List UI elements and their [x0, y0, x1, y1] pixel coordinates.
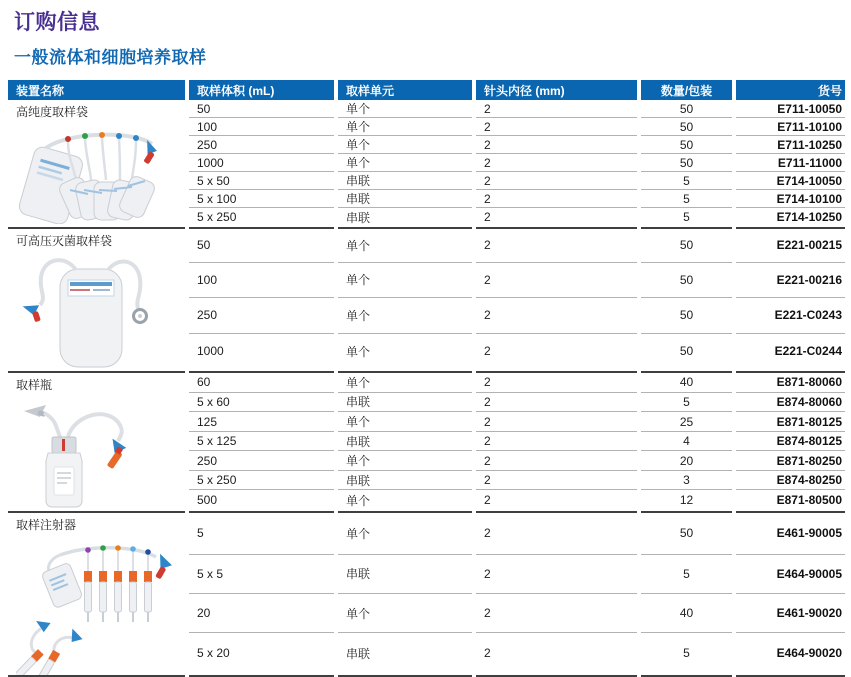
col-header-catalog-no: 货号 [736, 80, 845, 100]
cell-vol: 60 [189, 371, 334, 393]
cell-qty: 50 [641, 227, 732, 263]
device-name: 可高压灭菌取样袋 [16, 234, 113, 248]
cell-cat: E711-10100 [736, 118, 845, 136]
table-row [8, 227, 845, 263]
cell-needle: 2 [476, 412, 637, 432]
cell-needle: 2 [484, 493, 491, 508]
col-header-needle-id: 针头内径 (mm) [476, 80, 637, 100]
cell-needle: 2 [476, 263, 637, 299]
cell-vol: 5 x 5 [189, 555, 334, 594]
cell-unit: 单个 [338, 100, 472, 118]
device-name: 取样瓶 [16, 378, 53, 392]
cell-qty: 5 [683, 646, 690, 661]
cell-unit: 串联 [338, 393, 472, 413]
cell-cat: E874-80125 [736, 432, 845, 452]
header-row [8, 80, 845, 100]
cell-unit: 单个 [338, 227, 472, 263]
cell-cat: E711-10050 [736, 100, 845, 118]
cell-cat: E221-00216 [736, 263, 845, 299]
cell-vol: 1000 [197, 344, 224, 359]
cell-vol: 100 [189, 118, 334, 136]
cell-cat: E874-80060 [736, 393, 845, 413]
cell-cat: E871-80500 [776, 493, 842, 508]
cell-unit: 单个 [338, 451, 472, 471]
cell-needle: 2 [476, 227, 637, 263]
cell-vol: 5 x 125 [189, 432, 334, 452]
table-header [8, 80, 845, 100]
cell-qty: 12 [679, 493, 694, 508]
cell-unit: 单个 [346, 493, 371, 508]
device-cell [8, 371, 185, 511]
cell-cat: E221-00215 [736, 227, 845, 263]
cell-vol: 250 [189, 136, 334, 154]
cell-cat: E871-80060 [736, 371, 845, 393]
cell-unit: 单个 [338, 263, 472, 299]
cell-unit: 单个 [338, 594, 472, 633]
cell-cat: E871-80250 [736, 451, 845, 471]
col-header-device-name: 装置名称 [8, 80, 185, 100]
cell-vol: 5 [189, 511, 334, 555]
cell-cat: E714-10100 [736, 190, 845, 208]
cell-needle: 2 [476, 511, 637, 555]
cell-vol: 1000 [189, 154, 334, 172]
cell-unit: 单个 [338, 298, 472, 334]
cell-cat: E874-80250 [736, 471, 845, 491]
cell-qty: 20 [641, 451, 732, 471]
cell-cat: E711-11000 [736, 154, 845, 172]
cell-vol: 50 [189, 100, 334, 118]
cell-vol: 500 [197, 493, 218, 508]
cell-needle: 2 [476, 118, 637, 136]
cell-needle: 2 [476, 172, 637, 190]
autoclavable-sampling-bag-photo [16, 253, 166, 371]
cell-unit: 串联 [338, 432, 472, 452]
cell-needle: 2 [476, 451, 637, 471]
cell-qty: 50 [641, 263, 732, 299]
cell-cat: E464-90005 [736, 555, 845, 594]
cell-qty: 50 [641, 136, 732, 154]
cell-unit: 串联 [338, 190, 472, 208]
cell-qty: 5 [641, 172, 732, 190]
cell-qty: 50 [679, 344, 694, 359]
cell-unit: 单个 [346, 344, 371, 359]
ordering-table [4, 80, 849, 677]
cell-vol: 50 [189, 227, 334, 263]
cell-qty: 4 [641, 432, 732, 452]
cell-vol: 5 x 60 [189, 393, 334, 413]
cell-vol: 250 [189, 298, 334, 334]
device-cell [8, 511, 185, 675]
cell-unit: 串联 [346, 646, 371, 661]
cell-qty: 3 [641, 471, 732, 491]
cell-cat: E461-90020 [736, 594, 845, 633]
cell-unit: 单个 [338, 136, 472, 154]
cell-needle: 2 [476, 190, 637, 208]
cell-qty: 50 [641, 154, 732, 172]
cell-vol: 20 [189, 594, 334, 633]
cell-cat: E714-10250 [776, 210, 842, 224]
cell-vol: 250 [189, 451, 334, 471]
cell-needle: 2 [476, 371, 637, 393]
cell-cat: E711-10250 [736, 136, 845, 154]
cell-needle: 2 [484, 344, 491, 359]
cell-needle: 2 [476, 100, 637, 118]
cell-needle: 2 [476, 393, 637, 413]
cell-qty: 40 [641, 371, 732, 393]
cell-qty: 5 [641, 190, 732, 208]
cell-unit: 单个 [338, 511, 472, 555]
cell-qty: 5 [641, 393, 732, 413]
section-subtitle: 一般流体和细胞培养取样 [14, 48, 207, 67]
cell-needle: 2 [476, 594, 637, 633]
cell-vol: 5 x 100 [189, 190, 334, 208]
cell-needle: 2 [484, 646, 491, 661]
sampling-bottle-photo [16, 397, 166, 511]
cell-cat: E464-90020 [776, 646, 842, 661]
device-name: 高纯度取样袋 [16, 105, 89, 119]
cell-qty: 5 [641, 555, 732, 594]
cell-cat: E714-10050 [736, 172, 845, 190]
cell-cat: E221-C0244 [774, 344, 842, 359]
cell-cat: E461-90005 [736, 511, 845, 555]
cell-qty: 25 [641, 412, 732, 432]
cell-needle: 2 [476, 471, 637, 491]
high-purity-sampling-bags-photo [16, 124, 172, 224]
cell-vol: 5 x 20 [197, 646, 230, 661]
cell-needle: 2 [476, 298, 637, 334]
cell-vol: 100 [189, 263, 334, 299]
page-title: 订购信息 [14, 11, 100, 34]
cell-unit: 单个 [338, 371, 472, 393]
cell-qty: 50 [641, 100, 732, 118]
device-cell [8, 100, 185, 227]
cell-qty: 40 [641, 594, 732, 633]
cell-cat: E221-C0243 [736, 298, 845, 334]
table-row [8, 511, 845, 555]
cell-needle: 2 [476, 154, 637, 172]
cell-vol: 5 x 250 [197, 210, 237, 224]
cell-needle: 2 [476, 136, 637, 154]
cell-qty: 50 [641, 118, 732, 136]
cell-vol: 5 x 250 [189, 471, 334, 491]
cell-unit: 单个 [338, 118, 472, 136]
cell-qty: 5 [683, 210, 690, 224]
col-header-qty-per-pack: 数量/包装 [641, 80, 732, 100]
cell-unit: 串联 [338, 172, 472, 190]
cell-cat: E871-80125 [736, 412, 845, 432]
col-header-sample-unit: 取样单元 [338, 80, 472, 100]
table-row [8, 100, 845, 118]
device-name: 取样注射器 [16, 518, 77, 532]
cell-unit: 串联 [346, 210, 371, 225]
cell-unit: 串联 [338, 471, 472, 491]
cell-needle: 2 [484, 210, 491, 224]
cell-vol: 5 x 50 [189, 172, 334, 190]
cell-unit: 单个 [338, 412, 472, 432]
cell-qty: 50 [641, 511, 732, 555]
col-header-sample-volume: 取样体积 (mL) [189, 80, 334, 100]
cell-unit: 串联 [338, 555, 472, 594]
device-cell [8, 227, 185, 371]
sampling-syringes-photo [16, 537, 184, 675]
cell-vol: 125 [189, 412, 334, 432]
cell-needle: 2 [476, 432, 637, 452]
cell-unit: 单个 [338, 154, 472, 172]
cell-qty: 50 [641, 298, 732, 334]
table-row [8, 371, 845, 393]
cell-needle: 2 [476, 555, 637, 594]
